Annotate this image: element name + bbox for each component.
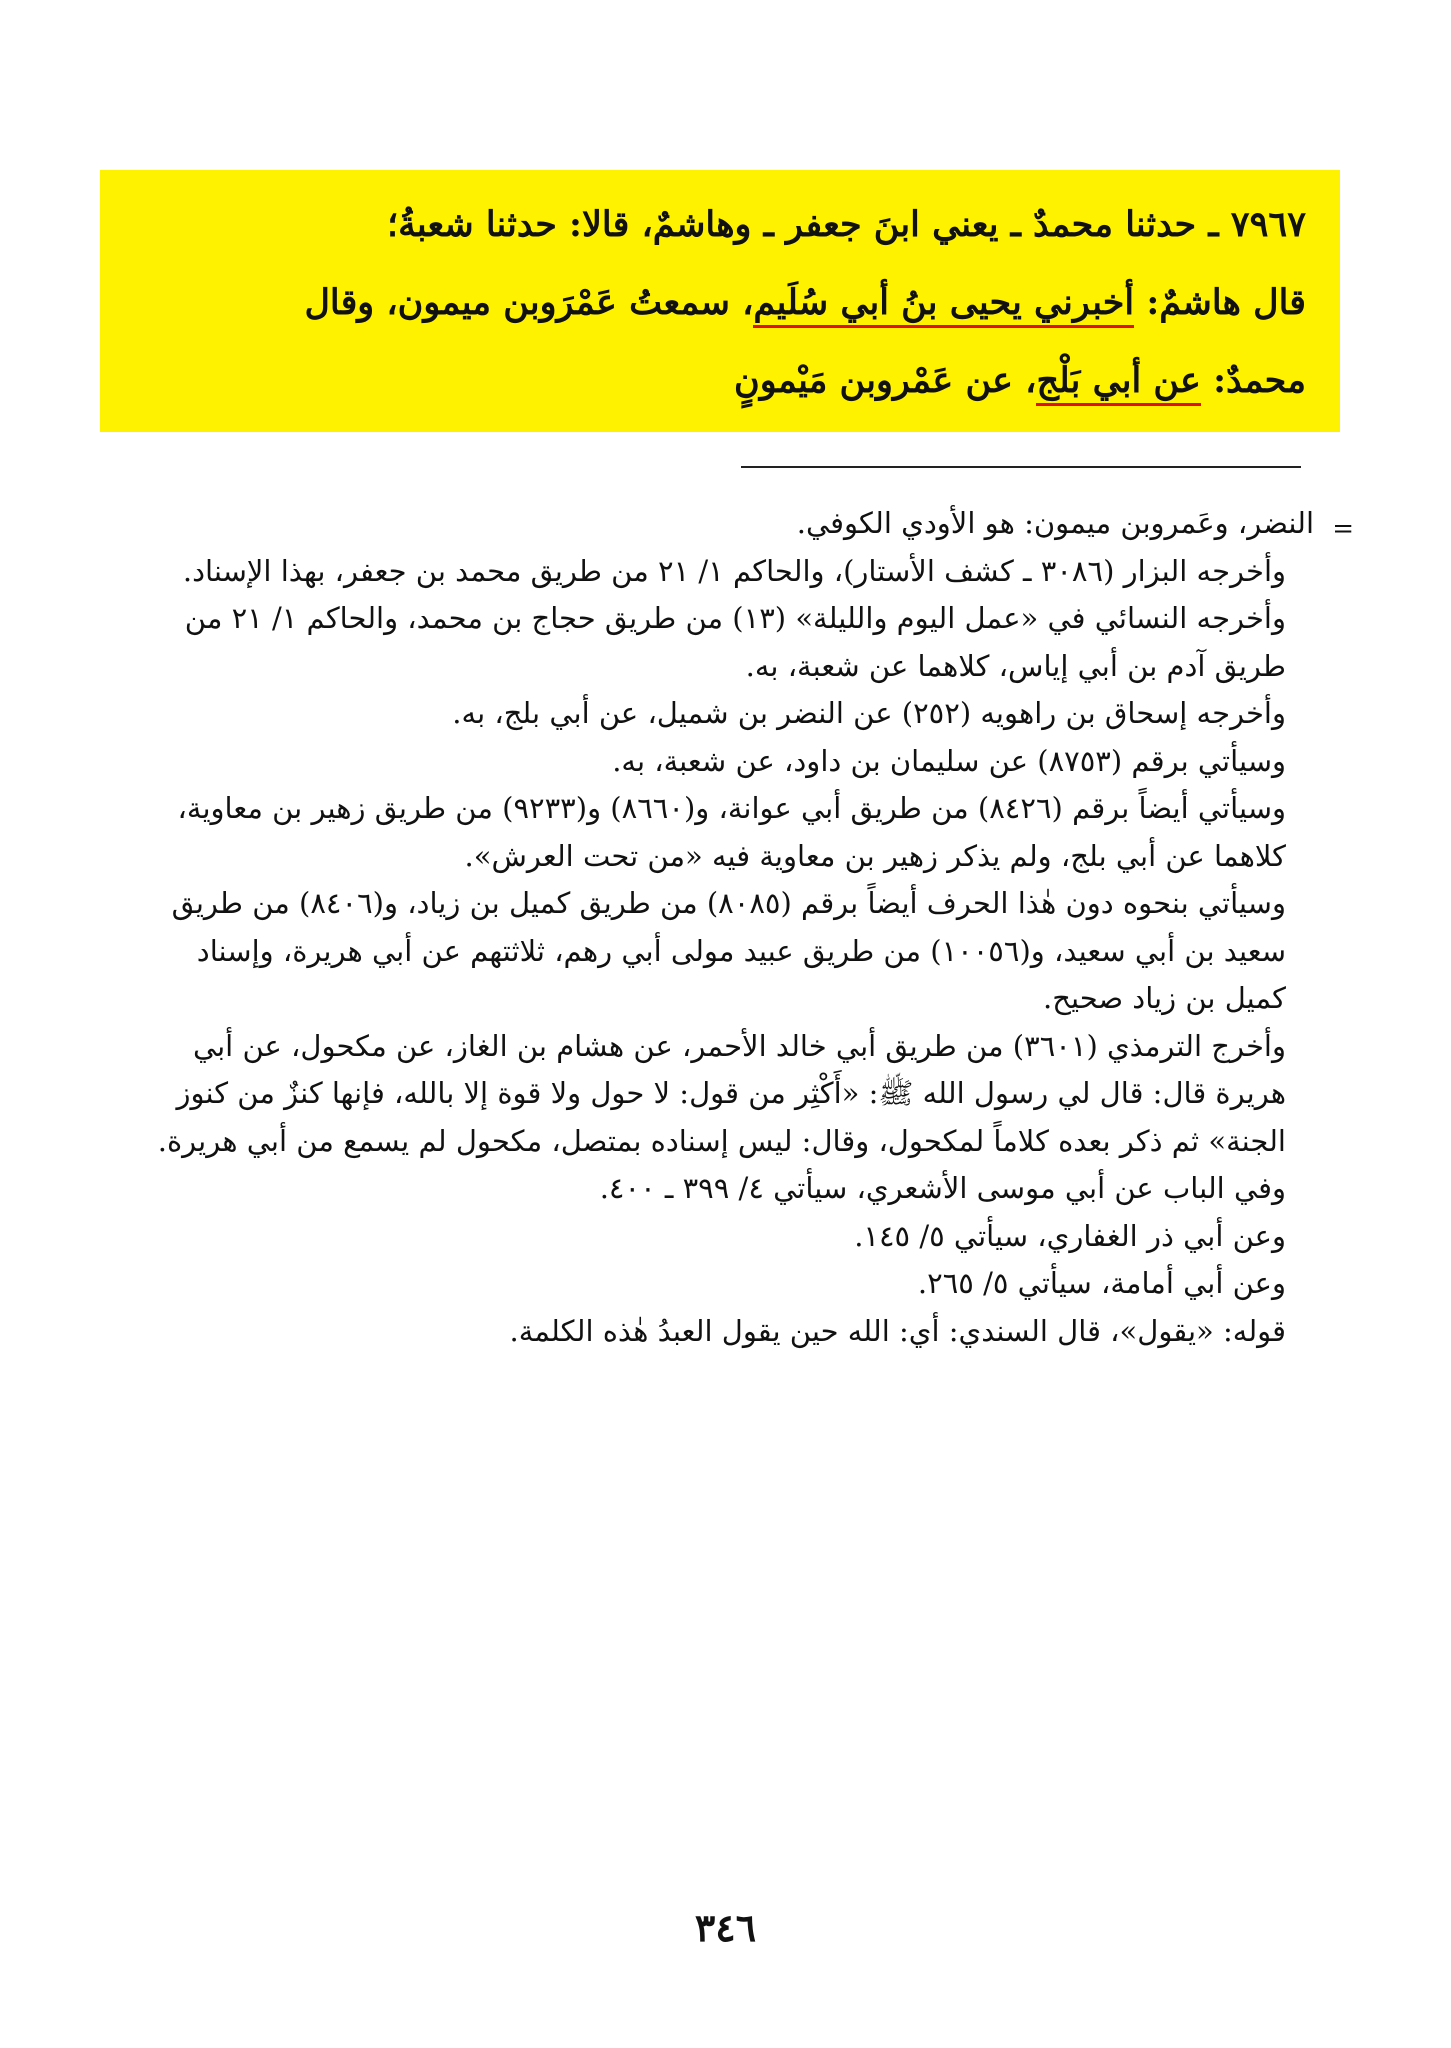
footnote-divider xyxy=(741,466,1301,468)
note-paragraph: وأخرجه إسحاق بن راهويه (٢٥٢) عن النضر بن شميل، عن أبي بلج، به. xyxy=(452,696,1286,730)
note-paragraph: وعن أبي أمامة، سيأتي ٥/ ٢٦٥. xyxy=(917,1266,1286,1300)
continuation-mark: = xyxy=(1332,514,1354,544)
note-paragraph: وفي الباب عن أبي موسى الأشعري، سيأتي ٤/ ٣٩٩ ـ ٤٠٠. xyxy=(599,1171,1286,1205)
narrator-underline-2: عن أبي بَلْج xyxy=(1036,360,1200,406)
hadith-line-2-start: قال هاشمٌ: xyxy=(1134,282,1306,323)
note-paragraph: وسيأتي برقم (٨٧٥٣) عن سليمان بن داود، عن شعبة، به. xyxy=(612,743,1286,778)
narrator-underline-1: أخبرني يحيى بنُ أبي سُلَيم xyxy=(753,282,1134,328)
hadith-line-3-start: محمدٌ: xyxy=(1200,360,1306,401)
hadith-line-3-end: ، عن عَمْروبن مَيْمونٍ xyxy=(734,360,1037,401)
hadith-line-2-end: ، سمعتُ عَمْرَوبن ميمون، وقال xyxy=(304,282,754,323)
hadith-highlight xyxy=(100,170,1340,432)
hadith-line-2 xyxy=(134,264,1306,342)
note-paragraph: وعن أبي ذر الغفاري، سيأتي ٥/ ١٤٥. xyxy=(854,1218,1286,1253)
note-paragraph: وسيأتي بنحوه دون هٰذا الحرف أيضاً برقم (٨٠٨٥) من طريق كميل بن زياد، و(٨٤٠٦) من طريق سعيد بن أبي سعيد، و(١٠٠٥٦) من طريق عبيد مولى أبي رهم، ثلاثتهم عن أبي هريرة، وإسناد كميل بن زياد صحيح. xyxy=(171,886,1286,1015)
note-paragraph: قوله: «يقول»، قال السندي: أي: الله حين يقول العبدُ هٰذه الكلمة. xyxy=(509,1313,1286,1348)
hadith-line-1: ٧٩٦٧ ـ حدثنا محمدٌ ـ يعني ابنَ جعفر ـ وهاشمٌ، قالا: حدثنا شعبةُ؛ xyxy=(387,204,1306,245)
hadith-line-3 xyxy=(134,342,1306,420)
note-paragraph: وسيأتي أيضاً برقم (٨٤٢٦) من طريق أبي عوانة، و(٨٦٦٠) و(٩٢٣٣) من طريق زهير بن معاوية، كلاهما عن أبي بلج، ولم يذكر زهير بن معاوية فيه «من تحت العرش». xyxy=(177,791,1286,873)
note-paragraph: وأخرجه النسائي في «عمل اليوم والليلة» (١٣) من طريق حجاج بن محمد، والحاكم ١/ ٢١ من طريق آدم بن أبي إياس، كلاهما عن شعبة، به. xyxy=(184,601,1286,683)
footnotes xyxy=(130,500,1354,1355)
note-line: النضر، وعَمروبن ميمون: هو الأودي الكوفي. xyxy=(796,506,1314,540)
note-paragraph: وأخرج الترمذي (٣٦٠١) من طريق أبي خالد الأحمر، عن هشام بن الغاز، عن مكحول، عن أبي هريرة قال: قال لي رسول الله ﷺ: «أَكْثِر من قول: لا حول ولا قوة إلا بالله، فإنها كنزٌ من كنوز الجنة» ثم ذكر بعده كلاماً لمكحول، وقال: ليس إسناده بمتصل، مكحول لم يسمع من أبي هريرة. xyxy=(157,1028,1286,1158)
note-paragraph: وأخرجه البزار (٣٠٨٦ ـ كشف الأستار)، والحاكم ١/ ٢١ من طريق محمد بن جعفر، بهذا الإسناد. xyxy=(182,553,1286,588)
page-number: ٣٤٦ xyxy=(694,1905,757,1950)
